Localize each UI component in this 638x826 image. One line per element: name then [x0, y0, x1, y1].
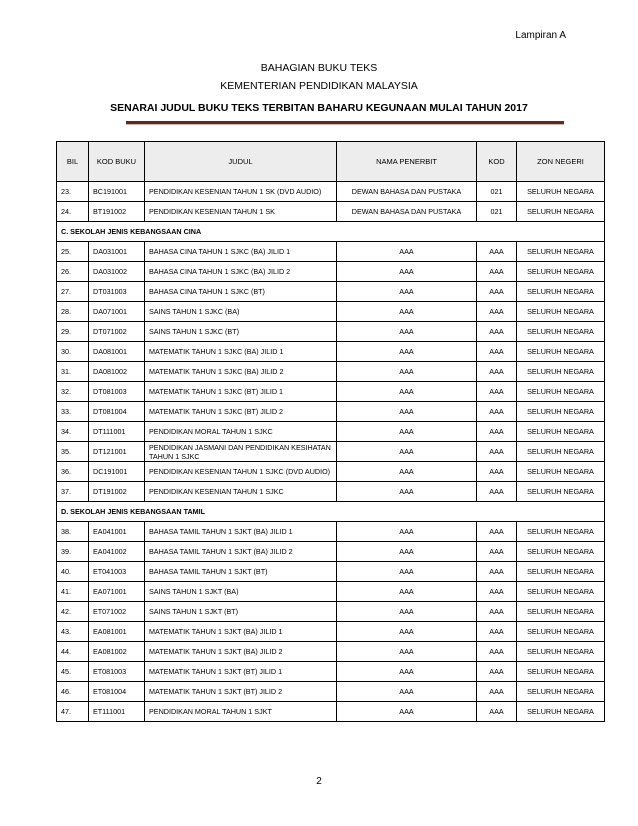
- cell-kod-buku: DA031002: [89, 262, 145, 282]
- cell-bil: 43.: [57, 622, 89, 642]
- table-header-row: [57, 142, 605, 182]
- cell-nama-penerbit: AAA: [337, 302, 477, 322]
- cell-kod: AAA: [477, 702, 517, 722]
- cell-bil: 34.: [57, 422, 89, 442]
- cell-kod-buku: EA041002: [89, 542, 145, 562]
- cell-judul: PENDIDIKAN KESENIAN TAHUN 1 SK (DVD AUDIO): [145, 182, 337, 202]
- cell-kod: AAA: [477, 362, 517, 382]
- cell-kod-buku: DT111001: [89, 422, 145, 442]
- cell-bil: 24.: [57, 202, 89, 222]
- cell-zon-negeri: SELURUH NEGARA: [517, 202, 605, 222]
- table-row: [57, 562, 605, 582]
- cell-judul: SAINS TAHUN 1 SJKT (BT): [145, 602, 337, 622]
- table-row: [57, 442, 605, 462]
- section-row: [57, 502, 605, 522]
- table-row: [57, 522, 605, 542]
- cell-zon-negeri: SELURUH NEGARA: [517, 642, 605, 662]
- cell-bil: 47.: [57, 702, 89, 722]
- cell-nama-penerbit: AAA: [337, 602, 477, 622]
- cell-kod-buku: DA031001: [89, 242, 145, 262]
- table-row: [57, 622, 605, 642]
- cell-kod: AAA: [477, 462, 517, 482]
- cell-zon-negeri: SELURUH NEGARA: [517, 582, 605, 602]
- cell-bil: 40.: [57, 562, 89, 582]
- cell-judul: PENDIDIKAN KESENIAN TAHUN 1 SK: [145, 202, 337, 222]
- cell-kod-buku: ET081003: [89, 662, 145, 682]
- table-row: [57, 322, 605, 342]
- cell-kod: AAA: [477, 262, 517, 282]
- cell-nama-penerbit: AAA: [337, 462, 477, 482]
- cell-nama-penerbit: AAA: [337, 642, 477, 662]
- cell-judul: BAHASA CINA TAHUN 1 SJKC (BA) JILID 2: [145, 262, 337, 282]
- cell-zon-negeri: SELURUH NEGARA: [517, 242, 605, 262]
- table-row: [57, 682, 605, 702]
- cell-judul: PENDIDIKAN KESENIAN TAHUN 1 SJKC: [145, 482, 337, 502]
- cell-bil: 28.: [57, 302, 89, 322]
- cell-bil: 41.: [57, 582, 89, 602]
- cell-kod-buku: DT081004: [89, 402, 145, 422]
- cell-kod-buku: EA041001: [89, 522, 145, 542]
- cell-nama-penerbit: AAA: [337, 382, 477, 402]
- cell-kod: AAA: [477, 422, 517, 442]
- cell-nama-penerbit: AAA: [337, 682, 477, 702]
- cell-zon-negeri: SELURUH NEGARA: [517, 602, 605, 622]
- cell-kod-buku: EA081001: [89, 622, 145, 642]
- cell-kod-buku: ET081004: [89, 682, 145, 702]
- table-row: [57, 362, 605, 382]
- cell-zon-negeri: SELURUH NEGARA: [517, 702, 605, 722]
- cell-kod: AAA: [477, 662, 517, 682]
- cell-kod: AAA: [477, 522, 517, 542]
- cell-kod: AAA: [477, 682, 517, 702]
- cell-judul: MATEMATIK TAHUN 1 SJKC (BT) JILID 1: [145, 382, 337, 402]
- cell-kod: AAA: [477, 542, 517, 562]
- cell-judul: BAHASA CINA TAHUN 1 SJKC (BA) JILID 1: [145, 242, 337, 262]
- department-title: BAHAGIAN BUKU TEKS: [260, 62, 378, 74]
- cell-kod: AAA: [477, 442, 517, 462]
- cell-zon-negeri: SELURUH NEGARA: [517, 422, 605, 442]
- cell-kod: AAA: [477, 402, 517, 422]
- cell-kod: 021: [477, 182, 517, 202]
- cell-kod-buku: BT191002: [89, 202, 145, 222]
- table-row: [57, 642, 605, 662]
- cell-nama-penerbit: AAA: [337, 282, 477, 302]
- appendix-label: Lampiran A: [515, 30, 566, 41]
- table-row: [57, 262, 605, 282]
- cell-zon-negeri: SELURUH NEGARA: [517, 622, 605, 642]
- cell-bil: 38.: [57, 522, 89, 542]
- column-header-bil: BIL: [57, 142, 89, 182]
- table-row: [57, 402, 605, 422]
- cell-kod: AAA: [477, 342, 517, 362]
- cell-nama-penerbit: AAA: [337, 542, 477, 562]
- cell-kod-buku: DT121001: [89, 442, 145, 462]
- column-header-kod-buku: KOD BUKU: [89, 142, 145, 182]
- cell-judul: PENDIDIKAN KESENIAN TAHUN 1 SJKC (DVD AUDIO): [145, 462, 337, 482]
- cell-judul: BAHASA TAMIL TAHUN 1 SJKT (BA) JILID 2: [145, 542, 337, 562]
- cell-nama-penerbit: AAA: [337, 622, 477, 642]
- cell-kod: AAA: [477, 642, 517, 662]
- cell-kod: AAA: [477, 322, 517, 342]
- cell-kod: AAA: [477, 562, 517, 582]
- cell-nama-penerbit: AAA: [337, 522, 477, 542]
- cell-nama-penerbit: AAA: [337, 402, 477, 422]
- cell-bil: 36.: [57, 462, 89, 482]
- cell-bil: 25.: [57, 242, 89, 262]
- cell-bil: 30.: [57, 342, 89, 362]
- column-header-nama-penerbit: NAMA PENERBIT: [337, 142, 477, 182]
- cell-judul: PENDIDIKAN JASMANI DAN PENDIDIKAN KESIHATAN TAHUN 1 SJKC: [145, 442, 337, 462]
- table-row: [57, 602, 605, 622]
- cell-kod: AAA: [477, 622, 517, 642]
- table-row: [57, 342, 605, 362]
- cell-kod-buku: EA081002: [89, 642, 145, 662]
- cell-kod-buku: DT191002: [89, 482, 145, 502]
- cell-nama-penerbit: AAA: [337, 362, 477, 382]
- cell-nama-penerbit: DEWAN BAHASA DAN PUSTAKA: [337, 182, 477, 202]
- column-header-judul: JUDUL: [145, 142, 337, 182]
- section-label: D. SEKOLAH JENIS KEBANGSAAN TAMIL: [57, 502, 605, 522]
- table-row: [57, 582, 605, 602]
- cell-zon-negeri: SELURUH NEGARA: [517, 442, 605, 462]
- cell-judul: MATEMATIK TAHUN 1 SJKT (BA) JILID 1: [145, 622, 337, 642]
- cell-zon-negeri: SELURUH NEGARA: [517, 302, 605, 322]
- table-row: [57, 182, 605, 202]
- cell-nama-penerbit: AAA: [337, 442, 477, 462]
- cell-judul: MATEMATIK TAHUN 1 SJKT (BT) JILID 2: [145, 682, 337, 702]
- table-body: [57, 182, 605, 722]
- cell-zon-negeri: SELURUH NEGARA: [517, 362, 605, 382]
- column-header-zon-negeri: ZON NEGERI: [517, 142, 605, 182]
- table-row: [57, 702, 605, 722]
- cell-zon-negeri: SELURUH NEGARA: [517, 522, 605, 542]
- cell-bil: 46.: [57, 682, 89, 702]
- cell-kod-buku: BC191001: [89, 182, 145, 202]
- cell-judul: PENDIDIKAN MORAL TAHUN 1 SJKT: [145, 702, 337, 722]
- cell-kod-buku: DC191001: [89, 462, 145, 482]
- table-row: [57, 202, 605, 222]
- cell-nama-penerbit: AAA: [337, 482, 477, 502]
- cell-zon-negeri: SELURUH NEGARA: [517, 662, 605, 682]
- cell-bil: 29.: [57, 322, 89, 342]
- cell-judul: MATEMATIK TAHUN 1 SJKC (BT) JILID 2: [145, 402, 337, 422]
- cell-judul: PENDIDIKAN MORAL TAHUN 1 SJKC: [145, 422, 337, 442]
- cell-zon-negeri: SELURUH NEGARA: [517, 182, 605, 202]
- cell-bil: 45.: [57, 662, 89, 682]
- cell-kod: AAA: [477, 482, 517, 502]
- cell-bil: 42.: [57, 602, 89, 622]
- cell-bil: 23.: [57, 182, 89, 202]
- cell-zon-negeri: SELURUH NEGARA: [517, 282, 605, 302]
- column-header-kod: KOD: [477, 142, 517, 182]
- cell-kod-buku: DA081001: [89, 342, 145, 362]
- cell-kod-buku: DA081002: [89, 362, 145, 382]
- table-row: [57, 282, 605, 302]
- cell-nama-penerbit: AAA: [337, 662, 477, 682]
- textbook-table: [56, 141, 605, 722]
- table-row: [57, 242, 605, 262]
- cell-kod-buku: DT031003: [89, 282, 145, 302]
- cell-bil: 44.: [57, 642, 89, 662]
- table-row: [57, 542, 605, 562]
- ministry-title: KEMENTERIAN PENDIDIKAN MALAYSIA: [220, 80, 418, 92]
- cell-zon-negeri: SELURUH NEGARA: [517, 342, 605, 362]
- cell-kod-buku: ET111001: [89, 702, 145, 722]
- cell-bil: 32.: [57, 382, 89, 402]
- cell-judul: SAINS TAHUN 1 SJKT (BA): [145, 582, 337, 602]
- cell-kod-buku: DT081003: [89, 382, 145, 402]
- cell-bil: 26.: [57, 262, 89, 282]
- cell-nama-penerbit: AAA: [337, 242, 477, 262]
- cell-zon-negeri: SELURUH NEGARA: [517, 262, 605, 282]
- cell-kod: AAA: [477, 602, 517, 622]
- cell-judul: MATEMATIK TAHUN 1 SJKT (BT) JILID 1: [145, 662, 337, 682]
- section-label: C. SEKOLAH JENIS KEBANGSAAN CINA: [57, 222, 605, 242]
- section-row: [57, 222, 605, 242]
- cell-bil: 39.: [57, 542, 89, 562]
- page-number: 2: [316, 776, 322, 787]
- cell-judul: BAHASA TAMIL TAHUN 1 SJKT (BT): [145, 562, 337, 582]
- cell-judul: SAINS TAHUN 1 SJKC (BT): [145, 322, 337, 342]
- cell-kod-buku: DT071002: [89, 322, 145, 342]
- cell-judul: MATEMATIK TAHUN 1 SJKC (BA) JILID 2: [145, 362, 337, 382]
- cell-bil: 33.: [57, 402, 89, 422]
- cell-kod: AAA: [477, 242, 517, 262]
- cell-bil: 31.: [57, 362, 89, 382]
- cell-nama-penerbit: AAA: [337, 582, 477, 602]
- cell-bil: 37.: [57, 482, 89, 502]
- cell-nama-penerbit: AAA: [337, 262, 477, 282]
- cell-zon-negeri: SELURUH NEGARA: [517, 322, 605, 342]
- table-row: [57, 302, 605, 322]
- cell-nama-penerbit: AAA: [337, 702, 477, 722]
- table-row: [57, 422, 605, 442]
- list-title: SENARAI JUDUL BUKU TEKS TERBITAN BAHARU KEGUNAAN MULAI TAHUN 2017: [110, 102, 528, 114]
- table-row: [57, 382, 605, 402]
- cell-zon-negeri: SELURUH NEGARA: [517, 462, 605, 482]
- cell-kod-buku: ET071002: [89, 602, 145, 622]
- cell-nama-penerbit: AAA: [337, 342, 477, 362]
- cell-kod: 021: [477, 202, 517, 222]
- cell-bil: 27.: [57, 282, 89, 302]
- cell-bil: 35.: [57, 442, 89, 462]
- cell-kod-buku: EA071001: [89, 582, 145, 602]
- title-divider: [126, 121, 564, 124]
- cell-kod: AAA: [477, 382, 517, 402]
- cell-kod: AAA: [477, 302, 517, 322]
- cell-judul: MATEMATIK TAHUN 1 SJKT (BA) JILID 2: [145, 642, 337, 662]
- cell-nama-penerbit: AAA: [337, 322, 477, 342]
- table-row: [57, 462, 605, 482]
- cell-judul: BAHASA CINA TAHUN 1 SJKC (BT): [145, 282, 337, 302]
- cell-kod-buku: DA071001: [89, 302, 145, 322]
- cell-judul: SAINS TAHUN 1 SJKC (BA): [145, 302, 337, 322]
- cell-judul: BAHASA TAMIL TAHUN 1 SJKT (BA) JILID 1: [145, 522, 337, 542]
- cell-zon-negeri: SELURUH NEGARA: [517, 562, 605, 582]
- cell-zon-negeri: SELURUH NEGARA: [517, 482, 605, 502]
- cell-kod: AAA: [477, 282, 517, 302]
- table-row: [57, 662, 605, 682]
- cell-zon-negeri: SELURUH NEGARA: [517, 402, 605, 422]
- cell-nama-penerbit: DEWAN BAHASA DAN PUSTAKA: [337, 202, 477, 222]
- cell-kod: AAA: [477, 582, 517, 602]
- cell-nama-penerbit: AAA: [337, 422, 477, 442]
- cell-zon-negeri: SELURUH NEGARA: [517, 682, 605, 702]
- table-row: [57, 482, 605, 502]
- cell-zon-negeri: SELURUH NEGARA: [517, 542, 605, 562]
- cell-zon-negeri: SELURUH NEGARA: [517, 382, 605, 402]
- cell-judul: MATEMATIK TAHUN 1 SJKC (BA) JILID 1: [145, 342, 337, 362]
- cell-kod-buku: ET041003: [89, 562, 145, 582]
- cell-nama-penerbit: AAA: [337, 562, 477, 582]
